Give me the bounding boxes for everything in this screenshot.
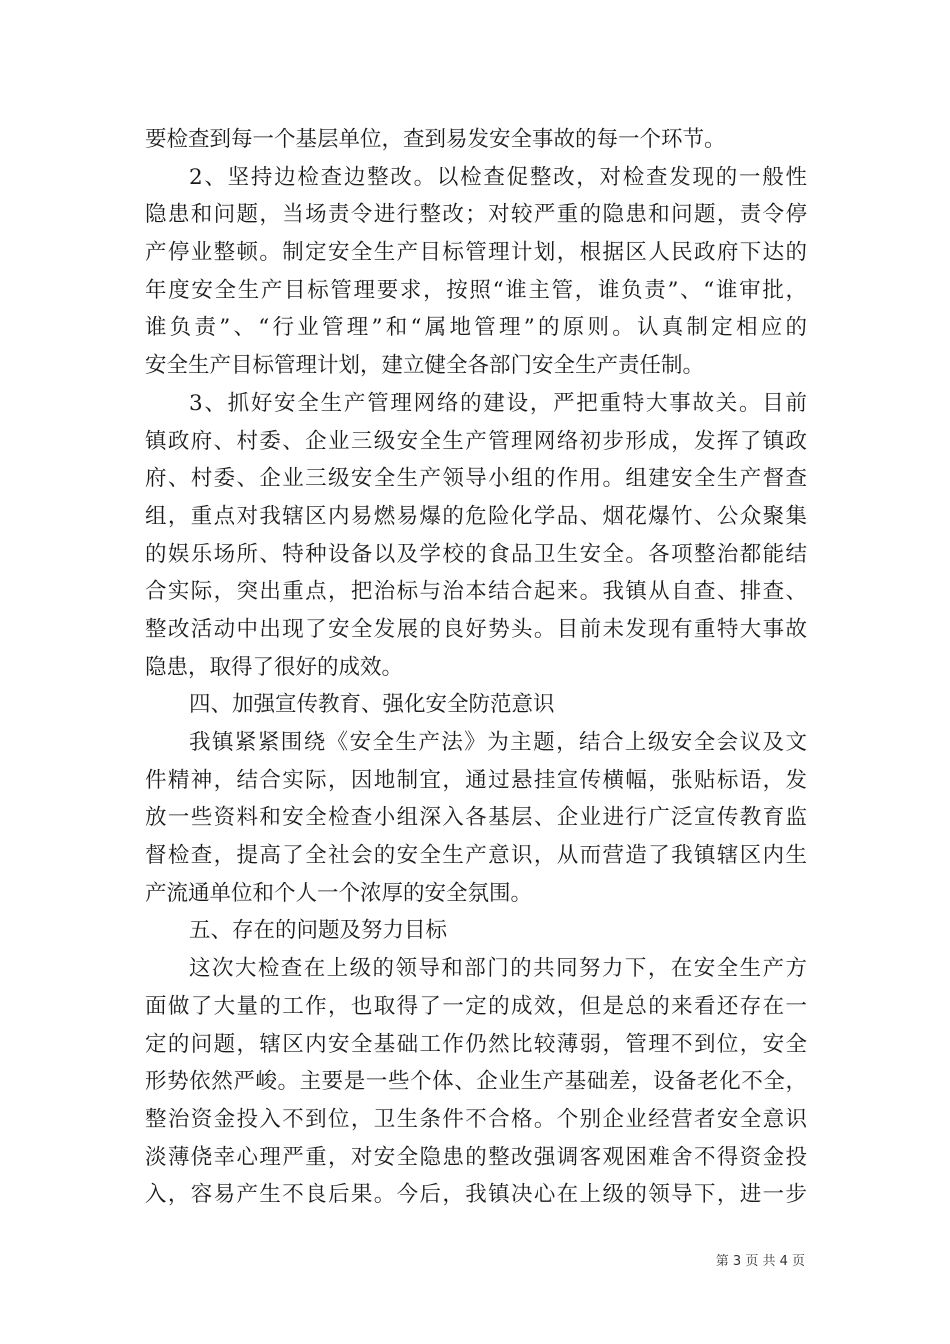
text-line: 四、加强宣传教育、强化安全防范意识 <box>189 692 555 718</box>
page-number: 第 3 页 共 4 页 <box>715 1254 805 1269</box>
text-line: 产流通单位和个人一个浓厚的安全氛围。 <box>145 880 533 906</box>
text-line: 淡薄侥幸心理严重，对安全隐患的整改强调客观困难舍不得资金投 <box>145 1144 807 1170</box>
text-line: 要检查到每一个基层单位，查到易发安全事故的每一个环节。 <box>145 127 726 152</box>
text-line: 谁负责”、“行业管理”和“属地管理”的原则。认真制定相应的 <box>145 315 807 341</box>
text-line: 这次大检查在上级的领导和部门的共同努力下，在安全生产方 <box>189 956 807 982</box>
text-line: 整治资金投入不到位，卫生条件不合格。个别企业经营者安全意识 <box>145 1106 807 1132</box>
text-line: 组，重点对我辖区内易燃易爆的危险化学品、烟花爆竹、公众聚集 <box>145 503 807 529</box>
text-line: 3、抓好安全生产管理网络的建设，严把重特大事故关。目前 <box>189 390 807 416</box>
text-line: 产停业整顿。制定安全生产目标管理计划，根据区人民政府下达的 <box>145 240 807 266</box>
text-line: 整改活动中出现了安全发展的良好势头。目前未发现有重特大事故 <box>145 616 807 642</box>
text-line: 的娱乐场所、特种设备以及学校的食品卫生安全。各项整治都能结 <box>145 541 807 567</box>
text-line: 定的问题，辖区内安全基础工作仍然比较薄弱，管理不到位，安全 <box>145 1031 807 1057</box>
text-line: 隐患和问题，当场责令进行整改；对较严重的隐患和问题，责令停 <box>145 202 807 228</box>
text-line: 放一些资料和安全检查小组深入各基层、企业进行广泛宣传教育监 <box>145 805 807 831</box>
text-line: 件精神，结合实际，因地制宜，通过悬挂宣传横幅，张贴标语，发 <box>145 767 807 793</box>
text-line: 安全生产目标管理计划，建立健全各部门安全生产责任制。 <box>145 353 705 379</box>
text-line: 2、坚持边检查边整改。以检查促整改，对检查发现的一般性 <box>189 164 807 190</box>
text-line: 入，容易产生不良后果。今后，我镇决心在上级的领导下，进一步 <box>145 1182 807 1208</box>
text-line: 府、村委、企业三级安全生产领导小组的作用。组建安全生产督查 <box>145 466 807 492</box>
text-line: 年度安全生产目标管理要求，按照“谁主管，谁负责”、“谁审批， <box>145 277 807 303</box>
text-line: 合实际，突出重点，把治标与治本结合起来。我镇从自查、排查、 <box>145 579 807 605</box>
text-line: 面做了大量的工作，也取得了一定的成效，但是总的来看还存在一 <box>145 993 807 1019</box>
text-line: 督检查，提高了全社会的安全生产意识，从而营造了我镇辖区内生 <box>145 843 807 869</box>
text-line: 隐患，取得了很好的成效。 <box>145 654 404 680</box>
document-body <box>145 121 807 1214</box>
text-line: 镇政府、村委、企业三级安全生产管理网络初步形成，发挥了镇政 <box>145 428 807 454</box>
text-line: 形势依然严峻。主要是一些个体、企业生产基础差，设备老化不全， <box>145 1069 807 1095</box>
text-line: 五、存在的问题及努力目标 <box>189 918 448 944</box>
text-line: 我镇紧紧围绕《安全生产法》为主题，结合上级安全会议及文 <box>189 730 807 755</box>
